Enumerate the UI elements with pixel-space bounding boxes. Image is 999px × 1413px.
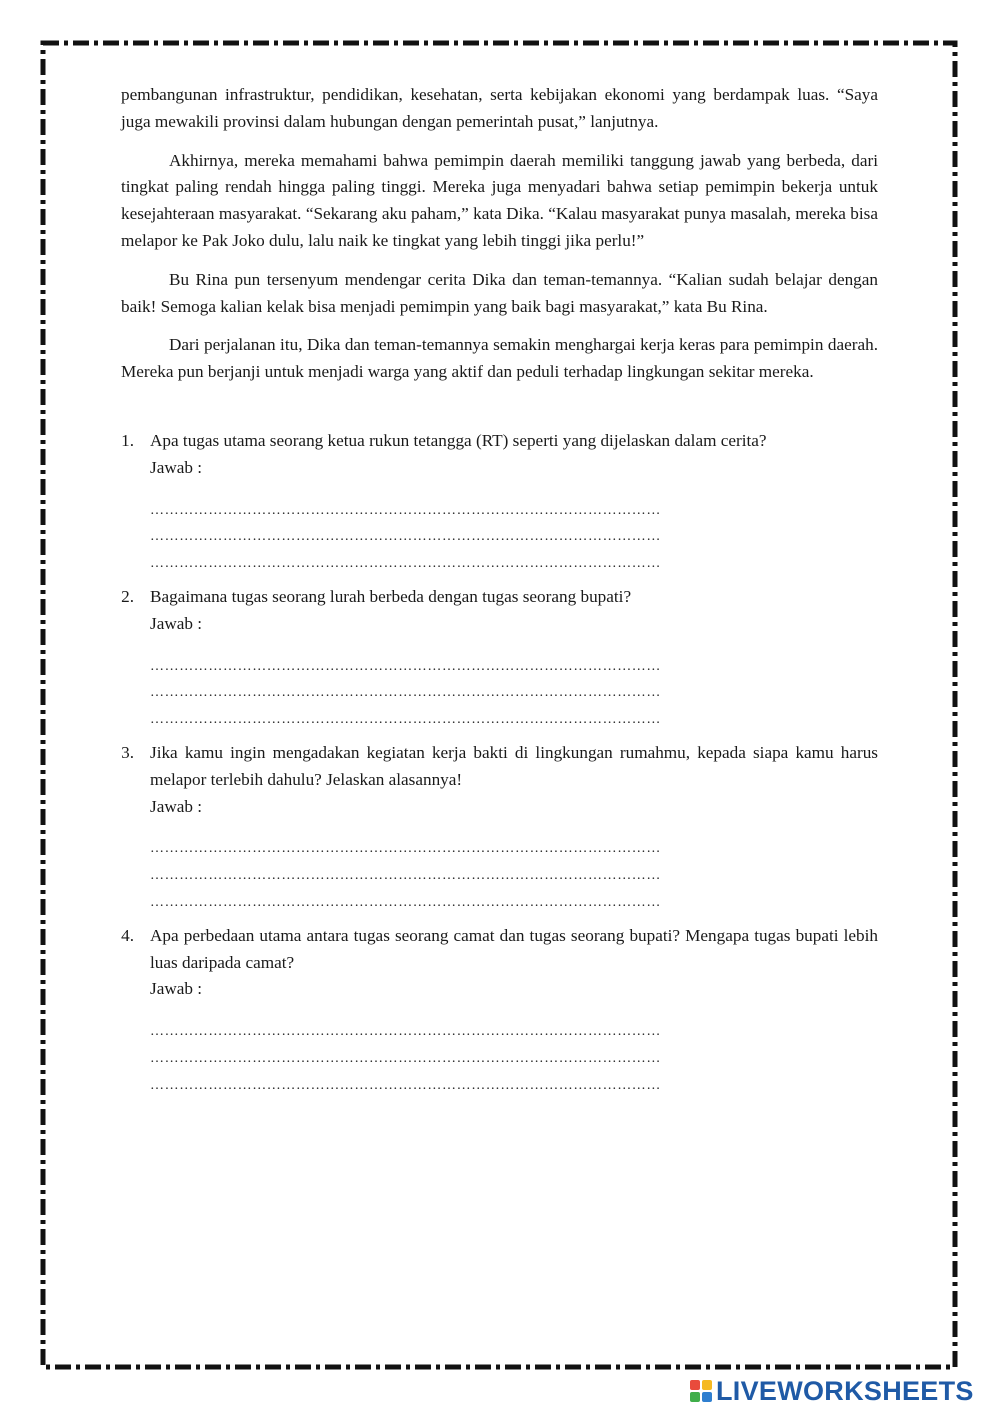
answer-label: Jawab : xyxy=(150,457,203,477)
question-1 xyxy=(121,428,878,578)
question-number: 2. xyxy=(121,586,134,606)
answer-line[interactable]: …………………………………………………………………………………………… xyxy=(150,556,661,572)
answer-label: Jawab : xyxy=(150,796,203,816)
answer-line[interactable]: …………………………………………………………………………………………… xyxy=(150,894,661,910)
answer-line[interactable]: …………………………………………………………………………………………… xyxy=(150,1024,661,1040)
answer-label: Jawab : xyxy=(150,613,203,633)
answer-line[interactable]: …………………………………………………………………………………………… xyxy=(150,868,661,884)
question-number: 3. xyxy=(121,742,134,762)
paragraph-3: Bu Rina pun tersenyum mendengar cerita Dika dan teman-temannya. “Kalian sudah belajar dengan baik! Semoga kalian kelak bisa menjadi pemimpin yang baik bagi masyarakat,” kata Bu Rina. xyxy=(121,269,878,316)
answer-line[interactable]: …………………………………………………………………………………………… xyxy=(150,658,661,674)
question-2 xyxy=(121,584,878,734)
worksheet-content xyxy=(121,82,878,1106)
answer-line[interactable]: …………………………………………………………………………………………… xyxy=(150,712,661,728)
answer-line[interactable]: …………………………………………………………………………………………… xyxy=(150,502,661,518)
question-number: 1. xyxy=(121,430,134,450)
question-text: Apa tugas utama seorang ketua rukun tetangga (RT) seperti yang dijelaskan dalam cerita? xyxy=(150,430,767,450)
question-text: Bagaimana tugas seorang lurah berbeda dengan tugas seorang bupati? xyxy=(150,586,632,606)
paragraph-1: pembangunan infrastruktur, pendidikan, kesehatan, serta kebijakan ekonomi yang berdampak luas. “Saya juga mewakili provinsi dalam hubungan dengan pemerintah pusat,” lanjutnya. xyxy=(121,85,878,131)
question-number: 4. xyxy=(121,925,134,945)
answer-line[interactable]: …………………………………………………………………………………………… xyxy=(150,529,661,545)
answer-line[interactable]: …………………………………………………………………………………………… xyxy=(150,1050,661,1066)
question-text: Apa perbedaan utama antara tugas seorang camat dan tugas seorang bupati? Mengapa tugas bupati lebih luas daripada camat? xyxy=(150,925,878,972)
paragraph-4: Dari perjalanan itu, Dika dan teman-temannya semakin menghargai kerja keras para pemimpin daerah. Mereka pun berjanji untuk menjadi warga yang aktif dan peduli terhadap lingkungan sekitar mereka. xyxy=(121,335,878,382)
paragraph-2: Akhirnya, mereka memahami bahwa pemimpin daerah memiliki tanggung jawab yang berbeda, dari tingkat paling rendah hingga paling tinggi. Mereka juga menyadari bahwa setiap pemimpin bekerja untuk kesejahteraan masyarakat. “Sekarang aku paham,” kata Dika. “Kalau masyarakat punya masalah, mereka bisa melapor ke Pak Joko dulu, lalu naik ke tingkat yang lebih tinggi jika perlu!” xyxy=(121,150,878,250)
answer-label: Jawab : xyxy=(150,979,203,999)
answer-line[interactable]: …………………………………………………………………………………………… xyxy=(150,841,661,857)
question-3 xyxy=(121,740,878,917)
liveworksheets-logo[interactable] xyxy=(690,1376,974,1406)
answer-line[interactable]: …………………………………………………………………………………………… xyxy=(150,685,661,701)
question-4 xyxy=(121,923,878,1100)
question-list xyxy=(121,428,878,1100)
answer-line[interactable]: …………………………………………………………………………………………… xyxy=(150,1077,661,1093)
logo-text: LIVEWORKSHEETS xyxy=(716,1375,974,1406)
question-text: Jika kamu ingin mengadakan kegiatan kerja bakti di lingkungan rumahmu, kepada siapa kamu harus melapor terlebih dahulu? Jelaskan alasannya! xyxy=(150,742,878,789)
liveworksheets-logo-icon xyxy=(690,1380,712,1402)
